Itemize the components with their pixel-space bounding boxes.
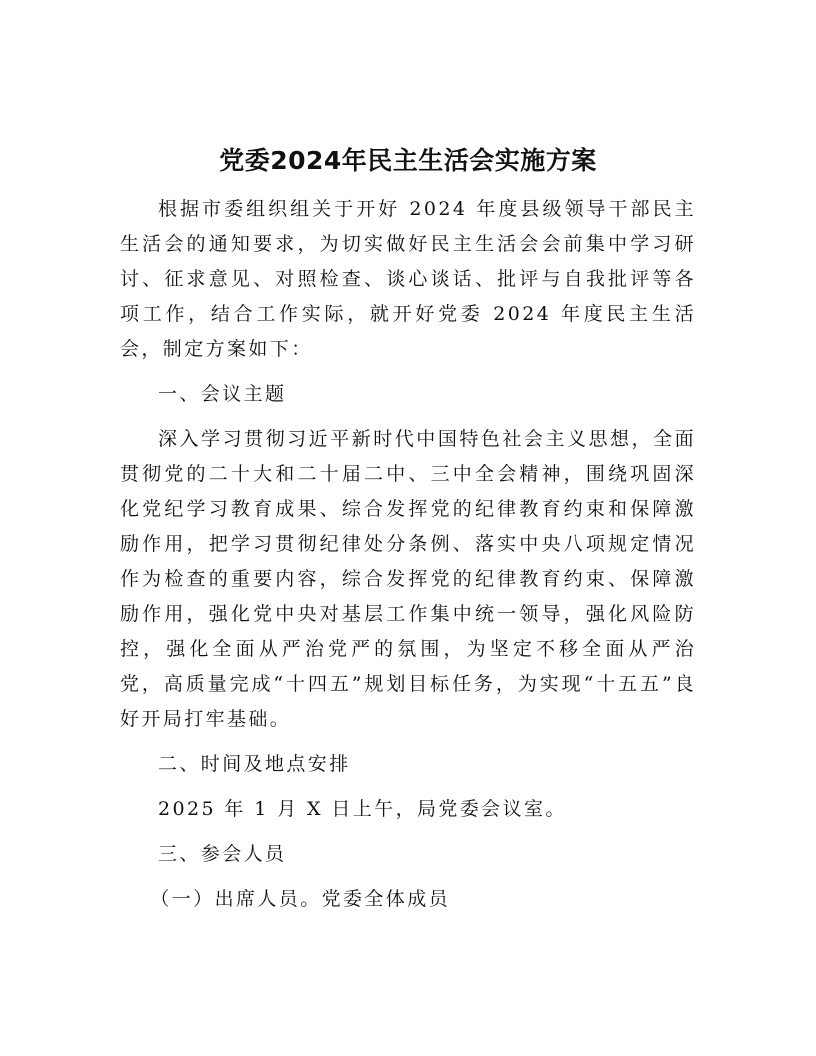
- theme-paragraph: 深入学习贯彻习近平新时代中国特色社会主义思想，全面贯彻党的二十大和二十届二中、三中全会精神，围绕巩固深化党纪学习教育成果、综合发挥党的纪律教育约束和保障激励作用，把学习贯彻纪律处分条例、落实中央八项规定情况作为检查的重要内容，综合发挥党的纪律教育约束、保障激励作用，强化党中央对基层工作集中统一领导，强化风险防控，强化全面从严治党严的氛围，为坚定不移全面从严治党，高质量完成“十四五”规划目标任务，为实现“十五五”良好开局打牢基础。: [120, 428, 696, 730]
- document-title: 党委2024年民主生活会实施方案: [219, 146, 597, 175]
- attendees-subsection: （一）出席人员。党委全体成员: [150, 888, 450, 910]
- section-heading-theme: 一、会议主题: [158, 383, 287, 405]
- document-body: [120, 192, 696, 927]
- intro-paragraph: 根据市委组织组关于开好 2024 年度县级领导干部民主生活会的通知要求，为切实做好民主生活会会前集中学习研讨、征求意见、对照检查、谈心谈话、批评与自我批评等各项工作，结合工作实际，就开好党委 2024 年度民主生活会，制定方案如下：: [120, 198, 696, 360]
- section-heading-time-place: 二、时间及地点安排: [158, 753, 351, 775]
- section-heading-attendees: 三、参会人员: [158, 843, 287, 865]
- time-place-paragraph: 2025 年 1 月 X 日上午，局党委会议室。: [158, 798, 567, 820]
